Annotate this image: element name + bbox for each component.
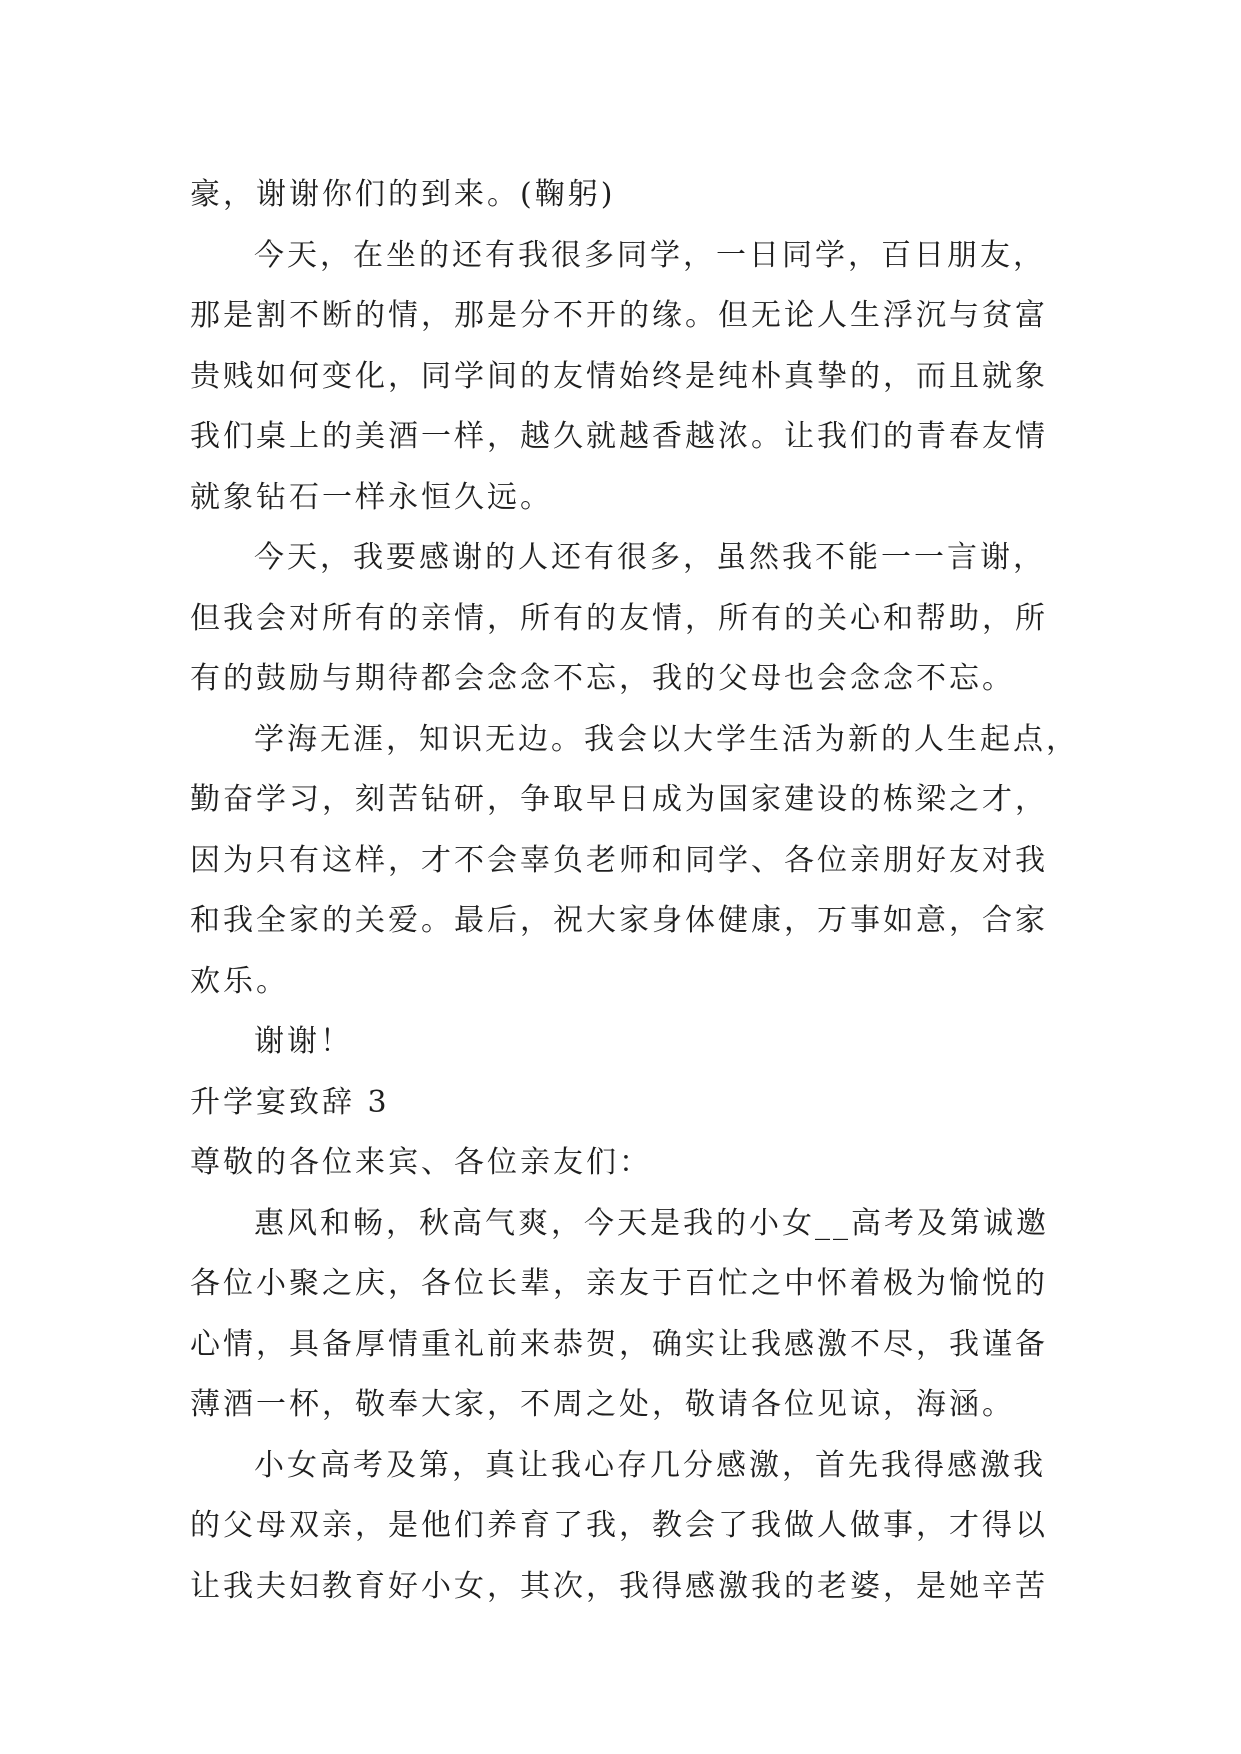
salutation: 尊敬的各位来宾、各位亲友们： xyxy=(190,1145,652,1180)
text-line: 今天，我要感谢的人还有很多，虽然我不能一一言谢， xyxy=(254,540,1046,575)
text-line: 小女高考及第，真让我心存几分感激，首先我得感激我 xyxy=(254,1447,1046,1483)
text-line: 我们桌上的美酒一样，越久就越香越浓。让我们的青春友情 xyxy=(190,419,1048,454)
section-heading: 升学宴致辞 3 xyxy=(190,1084,390,1120)
text-line: 豪，谢谢你们的到来。(鞠躬) xyxy=(190,177,616,212)
text-line: 欢乐。 xyxy=(190,963,289,999)
text-line: 和我全家的关爱。最后，祝大家身体健康，万事如意，合家 xyxy=(190,903,1048,938)
text-line: 惠风和畅，秋高气爽，今天是我的小女__高考及第诚邀 xyxy=(254,1205,1049,1241)
text-line: 谢谢！ xyxy=(254,1024,353,1059)
text-line: 因为只有这样，才不会辜负老师和同学、各位亲朋好友对我 xyxy=(190,842,1048,878)
text-line: 贵贱如何变化，同学间的友情始终是纯朴真挚的，而且就象 xyxy=(190,358,1048,394)
text-line: 但我会对所有的亲情，所有的友情，所有的关心和帮助，所 xyxy=(190,600,1048,636)
text-line: 心情，具备厚情重礼前来恭贺，确实让我感激不尽，我谨备 xyxy=(190,1326,1048,1362)
text-line: 学海无涯，知识无边。我会以大学生活为新的人生起点， xyxy=(254,721,1079,757)
text-line: 今天，在坐的还有我很多同学，一日同学，百日朋友， xyxy=(254,237,1046,273)
text-line: 薄酒一杯，敬奉大家，不周之处，敬请各位见谅，海涵。 xyxy=(190,1387,1015,1422)
text-line: 让我夫妇教育好小女，其次，我得感激我的老婆，是她辛苦 xyxy=(190,1568,1048,1604)
text-line: 那是割不断的情，那是分不开的缘。但无论人生浮沉与贫富 xyxy=(190,298,1048,333)
text-line: 的父母双亲，是他们养育了我，教会了我做人做事，才得以 xyxy=(190,1508,1048,1543)
text-line: 勤奋学习，刻苦钻研，争取早日成为国家建设的栋梁之才， xyxy=(190,782,1048,817)
text-line: 就象钻石一样永恒久远。 xyxy=(190,479,553,515)
text-line: 有的鼓励与期待都会念念不忘，我的父母也会念念不忘。 xyxy=(190,661,1015,696)
document-body xyxy=(190,165,1079,1617)
text-line: 各位小聚之庆，各位长辈，亲友于百忙之中怀着极为愉悦的 xyxy=(190,1266,1048,1301)
